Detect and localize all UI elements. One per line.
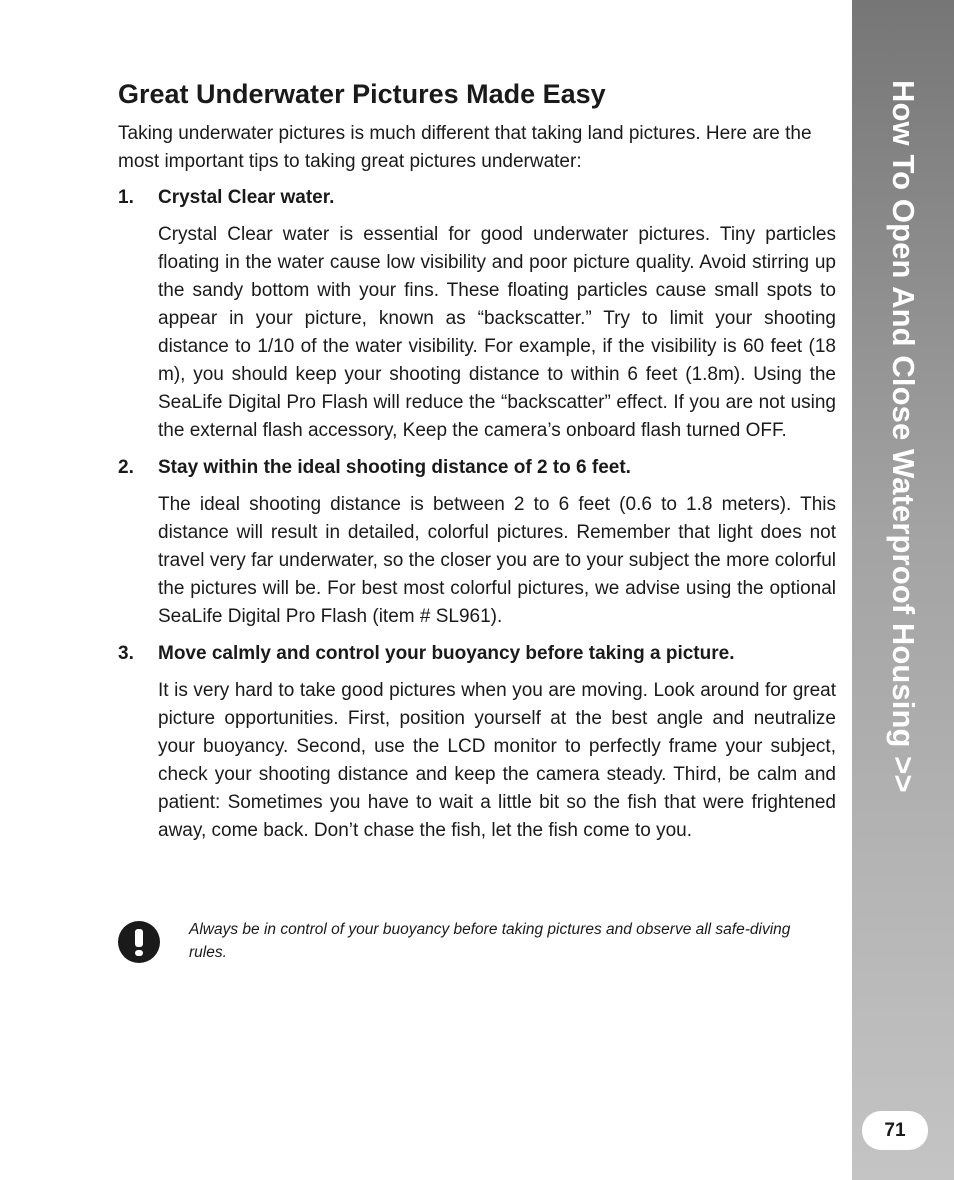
tip-item-2 [118,454,836,631]
tip-title: Stay within the ideal shooting distance of 2 to 6 feet. [158,457,631,478]
tip-number: 3. [118,643,134,664]
exclamation-dot [135,950,143,956]
page-title: Great Underwater Pictures Made Easy [118,79,606,109]
tip-title: Move calmly and control your buoyancy before taking a picture. [158,643,735,664]
tip-body: The ideal shooting distance is between 2 to 6 feet (0.6 to 1.8 meters). This distance will result in detailed, colorful pictures. Remember that light does not travel very far underwater, so the closer you are to your subject the more colorful the pictures will be. For best most colorful pictures, we advise using the optional SeaLife Digital Pro Flash (item # SL961). [158,494,836,627]
tip-number: 2. [118,457,134,478]
chapter-title: How To Open And Close Waterproof Housing >> [886,80,921,793]
tip-heading [118,640,836,668]
main-content [118,76,836,854]
chapter-sidebar [852,0,954,1180]
tip-heading [118,184,836,212]
tip-title: Crystal Clear water. [158,187,335,208]
note-text: Always be in control of your buoyancy before taking pictures and observe all safe-diving rules. [189,921,791,961]
intro-paragraph: Taking underwater pictures is much different that taking land pictures. Here are the most important tips to taking great pictures underwater: [118,123,812,172]
tip-item-3 [118,640,836,845]
exclamation-icon [118,921,160,963]
tip-heading [118,454,836,482]
exclamation-bar [135,929,143,947]
tip-body: It is very hard to take good pictures when you are moving. Look around for great picture opportunities. First, position yourself at the best angle and neutralize your buoyancy. Second, use the LCD monitor to perfectly frame your subject, check your shooting distance and keep the camera steady. Third, be calm and patient: Sometimes you have to wait a little bit so the fish that were frightened away, come back. Don’t chase the fish, let the fish come to you. [158,680,836,841]
tip-body: Crystal Clear water is essential for good underwater pictures. Tiny particles floating in the water cause low visibility and poor picture quality. Avoid stirring up the sandy bottom with your fins. These floating particles cause small spots to appear in your picture, known as “backscatter.” Try to limit your shooting distance to 1/10 of the water visibility. For example, if the visibility is 60 feet (18 m), you should keep your shooting distance to within 6 feet (1.8m). Using the SeaLife Digital Pro Flash will reduce the “backscatter” effect. If you are not using the external flash accessory, Keep the camera’s onboard flash turned OFF. [158,224,836,441]
page-number: 71 [862,1111,928,1150]
safety-note [118,918,818,964]
tip-number: 1. [118,187,134,208]
tip-item-1 [118,184,836,445]
